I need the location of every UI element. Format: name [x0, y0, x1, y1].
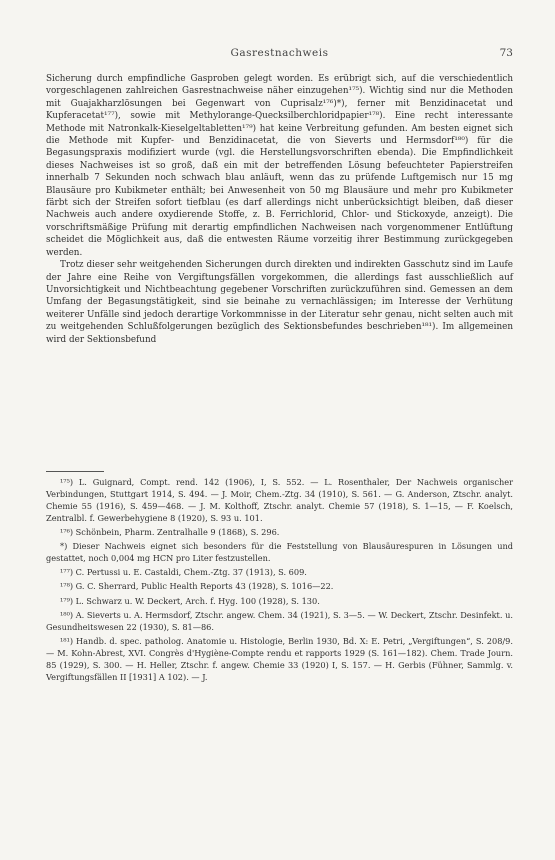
footnote-178: ¹⁷⁸) G. C. Sherrard, Public Health Reports 43 (1928), S. 1016—22.	[60, 581, 334, 592]
paragraph-1: Sicherung durch empfindliche Gasproben gelegt worden. Es erübrigt sich, auf die verschiedentlich vorgeschlagenen zahlreichen Gasrestnachweise näher einzugehen¹⁷⁵). Wichtig sind nur die Methoden mit Guajakharzlösungen bei Gegenwart von Cuprisalz¹⁷⁶)*), ferner mit Benzidinacetat und Kupferacetat¹⁷⁷), sowie mit Methylorange-Quecksilberchloridpapier¹⁷⁸). Eine recht interessante Methode mit Natronkalk-Kieselgeltabletten¹⁷⁹) hat keine Verbreitung gefunden. Am besten eignet sich die Methode mit Kupfer- und Benzidinacetat, die von Sieverts und Hermsdorf¹⁸⁰) für die Begasungspraxis modifiziert wurde (vgl. die Herstellungsvorschriften ebenda). Die Empfindlichkeit dieses Nachweises ist so groß, daß ein mit der betreffenden Lösung befeuchteter Papierstreifen innerhalb 7 Sekunden noch schwach blau anläuft, wenn das zu prüfende Luftgemisch nur 15 mg Blausäure pro Kubikmeter enthält; bei Anwesenheit von 50 mg Blausäure und mehr pro Kubikmeter färbt sich der Streifen sofort tiefblau (es darf allerdings nicht unberücksichtigt bleiben, daß dieser Nachweis auch andere oxydierende Stoffe, z. B. Ferrichlorid, Chlor- und Stickoxyde, anzeigt). Die vorschriftsmäßige Prüfung mit derartig empfindlichen Nachweisen nach vorgenommener Entlüftung scheidet die Möglichkeit aus, daß die entwesten Räume vorzeitig ihrer Bestimmung zurückgegeben werden.	[46, 74, 513, 258]
footnote-181: ¹⁸¹) Handb. d. spec. patholog. Anatomie u. Histologie, Berlin 1930, Bd. X: E. Petri, „Vergiftungen“, S. 208/9. — M. Kohn-Abrest, XVI. Congrès d'Hygiène-Compte rendu et rapports 1929 (S. 161—182). Chem. Trade Journ. 85 (1929), S. 300. — H. Heller, Ztschr. f. angew. Chemie 33 (1920) I, S. 157. — H. Gerbis (Fühner, Sammlg. v. Vergiftungsfällen II [1931] A 102). — J.	[46, 635, 513, 682]
paragraph-2: Trotz dieser sehr weitgehenden Sicherungen durch direkten und indirekten Gasschutz sind im Laufe der Jahre eine Reihe von Vergiftungsfällen vorgekommen, die allerdings fast ausschließlich auf Unvorsichtigkeit und Nichtbeachtung gegebener Vorschriften zurückzuführen sind. Gemessen an dem Umfang der Begasungstätigkeit, sind sie beinahe zu vernachlässigen; im Interesse der Verhütung weiterer Unfälle sind jedoch derartige Vorkommnisse in der Literatur sehr genau, nicht selten auch mit zu weitgehenden Schlußfolgerungen bezüglich des Sektionsbefundes beschrieben¹⁸¹). Im allgemeinen wird der Sektionsbefund	[46, 260, 513, 345]
body-text	[46, 73, 513, 346]
footnote-180: ¹⁸⁰) A. Sieverts u. A. Hermsdorf, Ztschr. angew. Chem. 34 (1921), S. 3—5. — W. Deckert, Ztschr. Desinfekt. u. Gesundheitswesen 22 (1930), S. 81—86.	[46, 609, 513, 632]
footnote-separator	[46, 471, 104, 472]
page-header	[46, 47, 513, 61]
footnote-star: *) Dieser Nachweis eignet sich besonders für die Feststellung von Blausäurespuren in Lösungen und gestattet, noch 0,004 mg HCN pro Liter festzustellen.	[46, 541, 513, 564]
footnote-177: ¹⁷⁷) C. Pertussi u. E. Castaldi, Chem.-Ztg. 37 (1913), S. 609.	[60, 567, 307, 578]
footnote-179: ¹⁷⁹) L. Schwarz u. W. Deckert, Arch. f. Hyg. 100 (1928), S. 130.	[60, 595, 320, 606]
footnotes	[46, 477, 513, 686]
footnote-175: ¹⁷⁵) L. Guignard, Compt. rend. 142 (1906), I, S. 552. — L. Rosenthaler, Der Nachweis organischer Verbindungen, Stuttgart 1914, S. 494. — J. Moir, Chem.-Ztg. 34 (1910), S. 561. — G. Anderson, Ztschr. analyt. Chemie 55 (1916), S. 459—468. — J. M. Kolthoff, Ztschr. analyt. Chemie 57 (1918), S. 1—15, — F. Koelsch, Zentralbl. f. Gewerbehygiene 8 (1920), S. 93 u. 101.	[46, 477, 513, 523]
footnote-176: ¹⁷⁶) Schönbein, Pharm. Zentralhalle 9 (1868), S. 296.	[60, 526, 280, 537]
page-number: 73	[499, 47, 513, 59]
running-title: Gasrestnachweis	[230, 47, 329, 59]
